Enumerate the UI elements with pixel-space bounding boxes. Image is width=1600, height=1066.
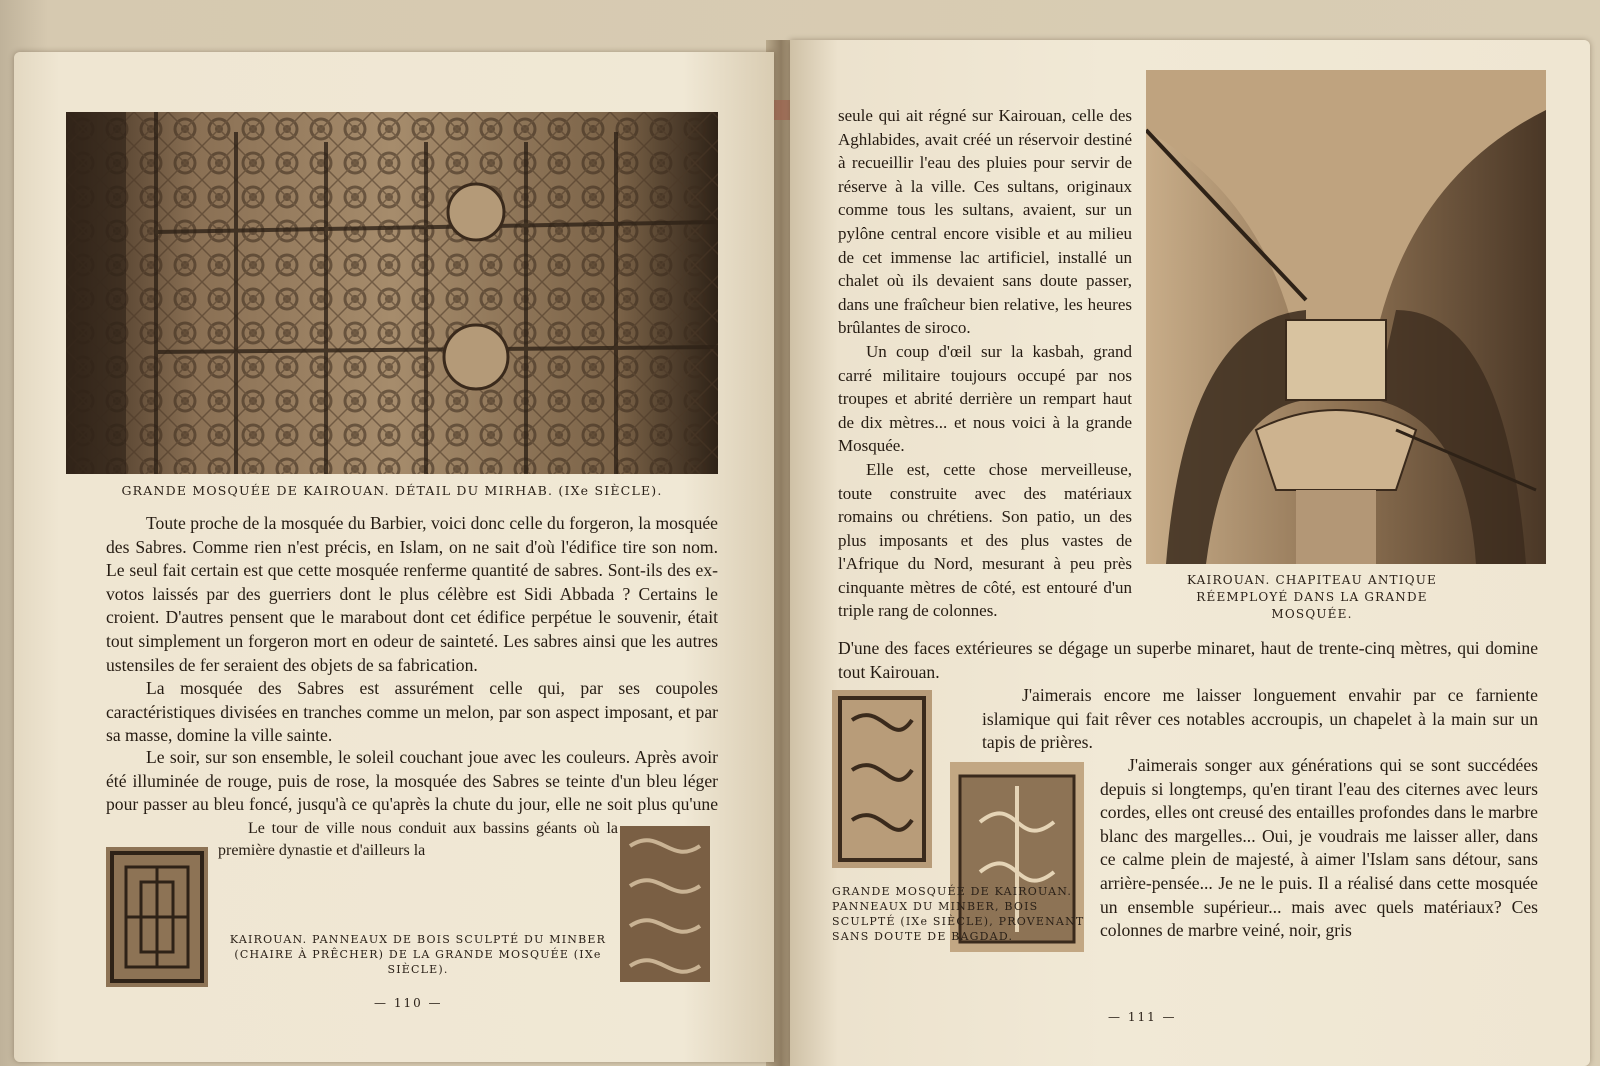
carved-panel-image [620, 826, 710, 982]
carved-panel-image [832, 690, 932, 868]
left-body-text-inset [218, 818, 618, 862]
left-body-text [106, 512, 718, 748]
page-number-111: — 111 — [1108, 1010, 1177, 1024]
mirhab-photo [66, 112, 718, 474]
geometric-panel-image [106, 847, 208, 987]
mirhab-photo-image [66, 112, 718, 474]
minber-panel-photo-1 [106, 847, 208, 987]
capital-photo-image [1146, 70, 1546, 564]
minaret-text: D'une des faces extérieures se dégage un superbe minaret, haut de trente-cinq mètres, qui domine tout Kairouan. [838, 638, 1538, 682]
minber-panels-caption: KAIROUAN. PANNEAUX DE BOIS SCULPTÉ DU MINBER (CHAIRE À PRÊCHER) DE LA GRANDE MOSQUÉE (IXe SIÈCLE). [229, 933, 607, 976]
left-body-text-evening [106, 746, 718, 816]
minber-panel-photo-2 [620, 826, 710, 982]
page-number-110: — 110 — [374, 996, 443, 1010]
capital-photo-caption: KAIROUAN. CHAPITEAU ANTIQUE RÉEMPLOYÉ DANS LA GRANDE MOSQUÉE. [1186, 573, 1438, 621]
right-page [790, 40, 1590, 1066]
paragraph-soir: Le soir, sur son ensemble, le soleil couchant joue avec les couleurs. Après avoir été illuminée de rouge, puis de rose, la mosquée des Sabres se teinte d'un bleu léger pour passer au bleu foncé, jusqu'à ce qu'après la chute du jour, elle ne soit plus qu'une [106, 747, 718, 815]
paragraph-kasbah: Un coup d'œil sur la kasbah, grand carré militaire toujours occupé par nos troupes et abrité derrière un rempart haut de dix mètres... et nous voici à la grande Mosquée. [838, 341, 1132, 456]
left-page [14, 52, 774, 1062]
generations-text: J'aimerais songer aux générations qui se sont succédées depuis si longtemps, qu'en tirant l'eau des citernes avec leurs cordes, elles ont creusé des entailles profondes dans le marbre blanc des margelles... Oui, je voudrais me laisser aller, dans ce calme plein de majesté, à aimer l'Islam sans détour, sans arrière-pensée... Je ne le puis. Il a réalisé dans cette mosquée un ensemble supérieur... mais avec quels matériaux? Ces colonnes de marbre veiné, noir, gris [1100, 755, 1538, 941]
farniente-text: J'aimerais encore me laisser longuement envahir par ce farniente islamique qui fait rêver ces notables accroupis, un chapelet à la main sur un tapis de prières. [982, 685, 1538, 753]
mirhab-photo-caption: GRANDE MOSQUÉE DE KAIROUAN. DÉTAIL DU MIRHAB. (IXe SIÈCLE). [121, 483, 663, 498]
right-column-text [838, 104, 1132, 623]
paragraph-coupoles: La mosquée des Sabres est assurément celle qui, par ses coupoles caractéristiques divisées en tranches comme un melon, par son aspect imposant, et par sa masse, domine la ville sainte. [106, 678, 718, 746]
paragraph-sabres: Toute proche de la mosquée du Barbier, voici donc celle du forgeron, la mosquée des Sabres. Comme rien n'est précis, en Islam, on ne sait d'où l'édifice tire son nom. Le seul fait certain est que cette mosquée renferme quantité de sabres. Sont-ils des ex-votos laissés par des guerriers dont le plus célèbre est Sidi Abbada ? Certains le croient. D'autres pensent que le marabout dont cet édifice perpétue le souvenir, était tout simplement un forgeron mort en odeur de sainteté. Les sabres ainsi que les autres ustensiles de fer seraient des objets de sa fabrication. [106, 513, 718, 675]
paragraph-patio: Elle est, cette chose merveilleuse, toute construite avec des matériaux romains ou chrétiens. Son patio, un des plus imposants et des plus vastes de l'Afrique du Nord, mesurant à peu près cinquante mètres de côté, est entouré d'un triple rang de colonnes. [838, 459, 1132, 621]
capital-photo [1146, 70, 1546, 564]
paragraph-tour: Le tour de ville nous conduit aux bassins géants où la première dynastie et d'ailleurs la [218, 820, 618, 859]
paragraph-aghlabides: seule qui ait régné sur Kairouan, celle des Aghlabides, avait créé un réservoir destiné à recueillir l'eau des pluies pour servir de réserve à la ville. Ces sultans, originaux comme tous les sultans, avaient, sur un pylône central encore visible et au milieu de cet immense lac artificiel, installé un chalet où ils devaient sans doute passer, dans une fraîcheur bien relative, les heures brûlantes de siroco. [838, 106, 1132, 338]
minber-panel-photo-3 [832, 690, 932, 868]
minber-panels-right-caption: GRANDE MOSQUÉE DE KAIROUAN. PANNEAUX DU MINBER, BOIS SCULPTÉ (IXe SIÈCLE), PROVENANT SANS DOUTE DE BAGDAD. [832, 885, 1085, 943]
